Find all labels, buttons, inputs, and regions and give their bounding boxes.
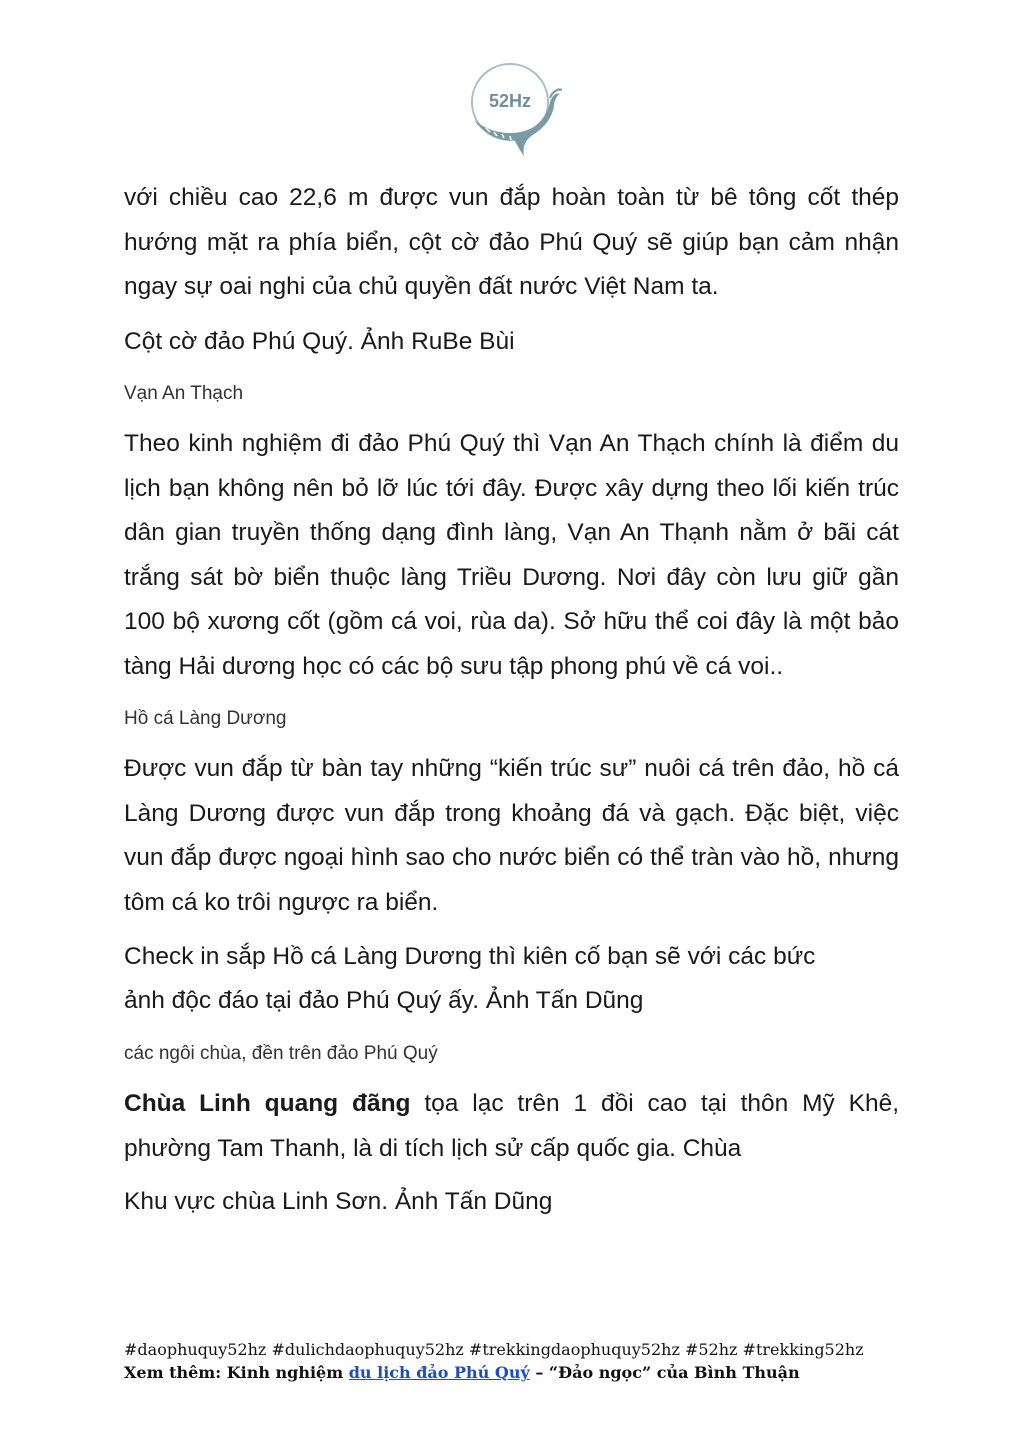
pagoda-description: tọa lạc trên 1 đồi cao tại thôn Mỹ Khê, phường Tam Thanh, là di tích lịch sử cấp quốc gia. Chùa [124, 1090, 900, 1162]
paragraph-flagpole: với chiều cao 22,6 m được vun đắp hoàn toàn từ bê tông cốt thép hướng mặt ra phía biển, cột cờ đảo Phú Quý sẽ giúp bạn cảm nhận ngay sự oai nghi của chủ quyền đất nước Việt Nam ta. [124, 184, 899, 300]
footer-hashtags: #daophuquy52hz #dulichdaophuquy52hz #trekkingdaophuquy52hz #52hz #trekking52hz [124, 1340, 864, 1359]
page-footer [124, 1338, 864, 1384]
caption-linh-son: Khu vực chùa Linh Sơn. Ảnh Tấn Dũng [124, 1188, 553, 1215]
logo-text: 52Hz [488, 91, 532, 111]
paragraph-ho-ca-lang-duong: Được vun đắp từ bàn tay những “kiến trúc sư” nuôi cá trên đảo, hồ cá Làng Dương được vun đắp trong khoảng đá và gạch. Đặc biệt, việc vun đắp được ngoại hình sao cho nước biển có thể tràn vào hồ, nhưng tôm cá ko trôi ngược ra biển. [124, 755, 899, 916]
heading-van-an-thach: Vạn An Thạch [124, 383, 244, 404]
brand-logo [466, 62, 562, 160]
see-more-prefix: Xem thêm: Kinh nghiệm [124, 1363, 349, 1382]
footer-see-more [124, 1361, 864, 1384]
caption-ho-ca-line2: ảnh độc đáo tại đảo Phú Quý ấy. Ảnh Tấn Dũng [124, 987, 644, 1014]
whale-icon [466, 62, 562, 160]
see-more-link[interactable]: du lịch đảo Phú Quý [348, 1363, 530, 1382]
paragraph-van-an-thach: Theo kinh nghiệm đi đảo Phú Quý thì Vạn An Thạch chính là điểm du lịch bạn không nên bỏ lỡ lúc tới đây. Được xây dựng theo lối kiến trúc dân gian truyền thống dạng đình làng, Vạn An Thạnh nằm ở bãi cát trắng sát bờ biển thuộc làng Triều Dương. Nơi đây còn lưu giữ gần 100 bộ xương cốt (gồm cá voi, rùa da). Sở hữu thể coi đây là một bảo tàng Hải dương học có các bộ sưu tập phong phú về cá voi.. [124, 430, 899, 680]
caption-ho-ca-line1: Check in sắp Hồ cá Làng Dương thì kiên cố bạn sẽ với các bức [124, 943, 816, 970]
heading-ho-ca-lang-duong: Hồ cá Làng Dương [124, 708, 287, 729]
see-more-suffix: – “Đảo ngọc” của Bình Thuận [529, 1363, 800, 1382]
caption-flagpole: Cột cờ đảo Phú Quý. Ảnh RuBe Bùi [124, 328, 515, 355]
paragraph-linh-quang-pagoda [124, 1082, 899, 1171]
pagoda-name: Chùa Linh quang đãng [124, 1090, 411, 1117]
heading-pagodas: các ngôi chùa, đền trên đảo Phú Quý [124, 1043, 438, 1064]
